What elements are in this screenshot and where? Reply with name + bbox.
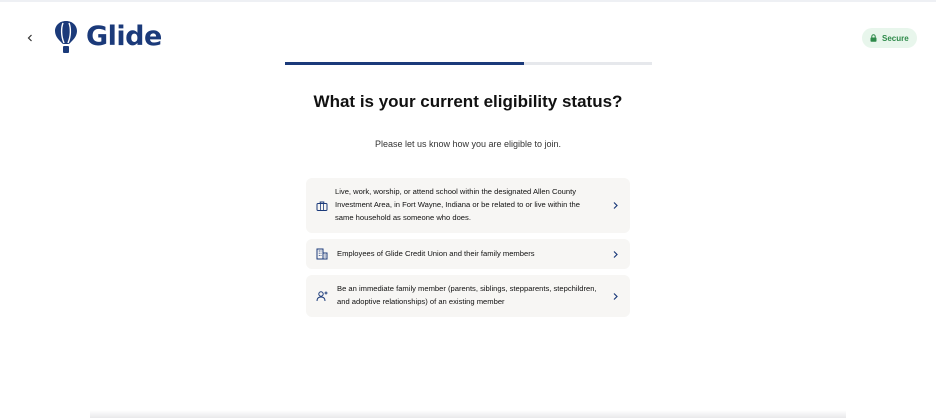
balloon-logo-icon bbox=[54, 20, 78, 54]
top-divider bbox=[0, 0, 936, 2]
chevron-left-icon bbox=[26, 34, 34, 42]
brand-name: Glide bbox=[86, 21, 162, 52]
option-label: Employees of Glide Credit Union and their family members bbox=[337, 248, 535, 258]
progress-bar bbox=[285, 62, 652, 65]
chevron-right-icon bbox=[612, 201, 619, 210]
eligibility-options bbox=[306, 178, 630, 323]
progress-fill bbox=[285, 62, 524, 65]
building-icon bbox=[316, 248, 328, 260]
option-label: Live, work, worship, or attend school within the designated Allen County Investment Area, in Fort Wayne, Indiana or be related to or live within the same household as someone who does. bbox=[335, 187, 580, 222]
briefcase-icon bbox=[316, 200, 328, 212]
secure-label: Secure bbox=[882, 33, 909, 43]
option-employees[interactable] bbox=[306, 239, 630, 269]
back-button[interactable] bbox=[22, 30, 38, 46]
footer-edge bbox=[90, 410, 846, 418]
page-title: What is your current eligibility status? bbox=[313, 92, 623, 111]
page-subtitle: Please let us know how you are eligible to join. bbox=[374, 139, 562, 149]
lock-icon bbox=[870, 34, 877, 42]
option-family-member[interactable] bbox=[306, 275, 630, 317]
glide-logo[interactable] bbox=[54, 20, 162, 54]
secure-badge bbox=[862, 28, 917, 48]
option-label: Be an immediate family member (parents, siblings, stepparents, stepchildren, and adoptive relationships) of an existing member bbox=[337, 284, 597, 306]
add-person-icon bbox=[316, 290, 328, 302]
chevron-right-icon bbox=[612, 292, 619, 301]
option-investment-area[interactable] bbox=[306, 178, 630, 233]
chevron-right-icon bbox=[612, 250, 619, 259]
